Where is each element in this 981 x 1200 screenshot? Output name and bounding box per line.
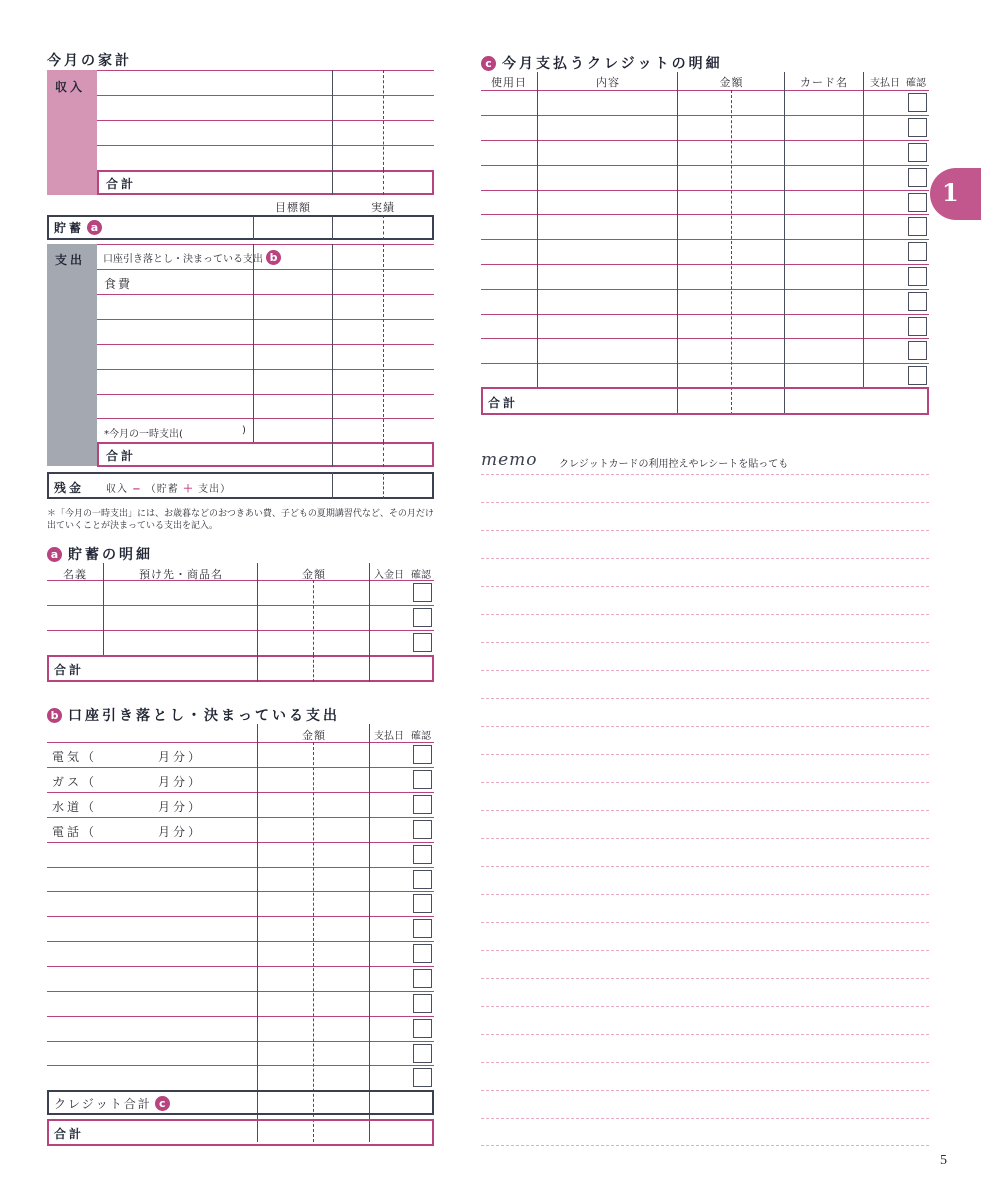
- credit-checkbox-2[interactable]: [908, 118, 927, 137]
- fixed-row-1-month: 月分）: [158, 750, 204, 764]
- credit-checkbox-3[interactable]: [908, 143, 927, 162]
- fixed-total-row: [47, 1119, 434, 1146]
- fixed-checkbox-4[interactable]: [413, 820, 432, 839]
- note-line-1: ＊「今月の一時支出」には、お歳暮などのおつきあい費、子どもの夏期講習代など、その月だけ: [47, 509, 434, 519]
- plus-icon: ＋: [182, 484, 194, 495]
- credit-detail-mark-icon: c: [481, 56, 496, 71]
- savings-checkbox-2[interactable]: [413, 608, 432, 627]
- credit-header-paydate: 支払日: [870, 78, 900, 89]
- note-line-2: 出ていくことが決まっている支出を記入。: [47, 521, 219, 531]
- memo-label: memo: [481, 450, 538, 470]
- credit-checkbox-6[interactable]: [908, 217, 927, 236]
- expense-onetime-close: ): [242, 425, 246, 436]
- expense-total-label: 合計: [106, 449, 137, 463]
- fixed-checkbox-1[interactable]: [413, 745, 432, 764]
- credit-header-content: 内容: [596, 76, 620, 89]
- credit-header-date: 使用日: [491, 76, 527, 89]
- credit-detail-title: c 今月支払うクレジットの明細: [481, 53, 723, 73]
- fixed-checkbox-12[interactable]: [413, 1019, 432, 1038]
- savings-detail-total-row: [47, 655, 434, 682]
- balance-label: 残金: [54, 481, 85, 495]
- savings-header-name: 名義: [63, 568, 87, 581]
- fixed-row-2-month: 月分）: [158, 775, 204, 789]
- credit-checkbox-8[interactable]: [908, 267, 927, 286]
- fixed-checkbox-2[interactable]: [413, 770, 432, 789]
- expense-food-label: 食費: [104, 277, 133, 291]
- credit-total-label: クレジット合計 c: [54, 1095, 170, 1112]
- fixed-row-3-item: 水道（: [52, 800, 98, 814]
- fixed-header-check: 確認: [411, 731, 431, 742]
- fixed-checkbox-7[interactable]: [413, 894, 432, 913]
- credit-checkbox-5[interactable]: [908, 193, 927, 212]
- fixed-row-1-item: 電気（: [52, 750, 98, 764]
- fixed-checkbox-13[interactable]: [413, 1044, 432, 1063]
- fixed-detail-mark-icon: b: [47, 708, 62, 723]
- fixed-row-2-item: ガス（: [52, 775, 98, 789]
- savings-checkbox-1[interactable]: [413, 583, 432, 602]
- fixed-checkbox-3[interactable]: [413, 795, 432, 814]
- savings-header-date: 入金日: [374, 570, 404, 581]
- fixed-checkbox-11[interactable]: [413, 994, 432, 1013]
- expense-label: 支出: [55, 253, 86, 267]
- chapter-tab-number: 1: [942, 178, 959, 207]
- credit-detail-total-label: 合計: [488, 396, 519, 410]
- credit-header-amount: 金額: [719, 76, 744, 89]
- credit-header-card: カード名: [800, 76, 848, 89]
- page-number: 5: [940, 1153, 947, 1168]
- col-actual-header: 実績: [371, 201, 395, 214]
- savings-detail-mark-icon: a: [47, 547, 62, 562]
- fixed-checkbox-9[interactable]: [413, 944, 432, 963]
- fixed-detail-title: b 口座引き落とし・決まっている支出: [47, 705, 340, 725]
- savings-detail-title: a 貯蓄の明細: [47, 544, 153, 564]
- credit-checkbox-11[interactable]: [908, 341, 927, 360]
- savings-checkbox-3[interactable]: [413, 633, 432, 652]
- col-target-header: 目標額: [275, 201, 311, 214]
- fixed-checkbox-5[interactable]: [413, 845, 432, 864]
- fixed-header-amount: 金額: [302, 729, 326, 742]
- expense-onetime-label: *今月の一時支出(: [104, 429, 183, 440]
- fixed-row-3-month: 月分）: [158, 800, 204, 814]
- savings-detail-total-label: 合計: [54, 663, 85, 677]
- fixed-checkbox-8[interactable]: [413, 919, 432, 938]
- savings-row: [47, 215, 434, 240]
- credit-total-mark-icon: c: [155, 1096, 170, 1111]
- credit-checkbox-12[interactable]: [908, 366, 927, 385]
- savings-label: 貯蓄 a: [54, 219, 102, 236]
- fixed-checkbox-14[interactable]: [413, 1068, 432, 1087]
- savings-mark-icon: a: [87, 220, 102, 235]
- fixed-row-4-month: 月分）: [158, 825, 204, 839]
- memo-text: クレジットカードの利用控えやレシートを貼っても: [559, 459, 789, 470]
- credit-checkbox-10[interactable]: [908, 317, 927, 336]
- income-label: 収入: [55, 80, 86, 94]
- minus-icon: −: [132, 484, 142, 495]
- credit-checkbox-7[interactable]: [908, 242, 927, 261]
- fixed-checkbox-10[interactable]: [413, 969, 432, 988]
- fixed-row-4-item: 電話（: [52, 825, 98, 839]
- credit-checkbox-9[interactable]: [908, 292, 927, 311]
- savings-header-place: 預け先・商品名: [139, 568, 223, 581]
- expense-label-block: [47, 244, 97, 466]
- fixed-header-date: 支払日: [374, 731, 404, 742]
- credit-detail-total-row: [481, 387, 929, 415]
- savings-header-check: 確認: [411, 570, 431, 581]
- income-total-label: 合計: [106, 177, 137, 191]
- credit-header-check: 確認: [906, 78, 926, 89]
- credit-checkbox-1[interactable]: [908, 93, 927, 112]
- savings-header-amount: 金額: [302, 568, 326, 581]
- expense-fixed-mark-icon: b: [266, 250, 281, 265]
- fixed-checkbox-6[interactable]: [413, 870, 432, 889]
- household-title: 今月の家計: [47, 53, 132, 69]
- expense-fixed-label: 口座引き落とし・決まっている支出 b: [103, 250, 281, 265]
- credit-checkbox-4[interactable]: [908, 168, 927, 187]
- balance-formula: 収入 − （貯蓄 ＋ 支出）: [106, 484, 232, 495]
- fixed-total-label: 合計: [54, 1127, 85, 1141]
